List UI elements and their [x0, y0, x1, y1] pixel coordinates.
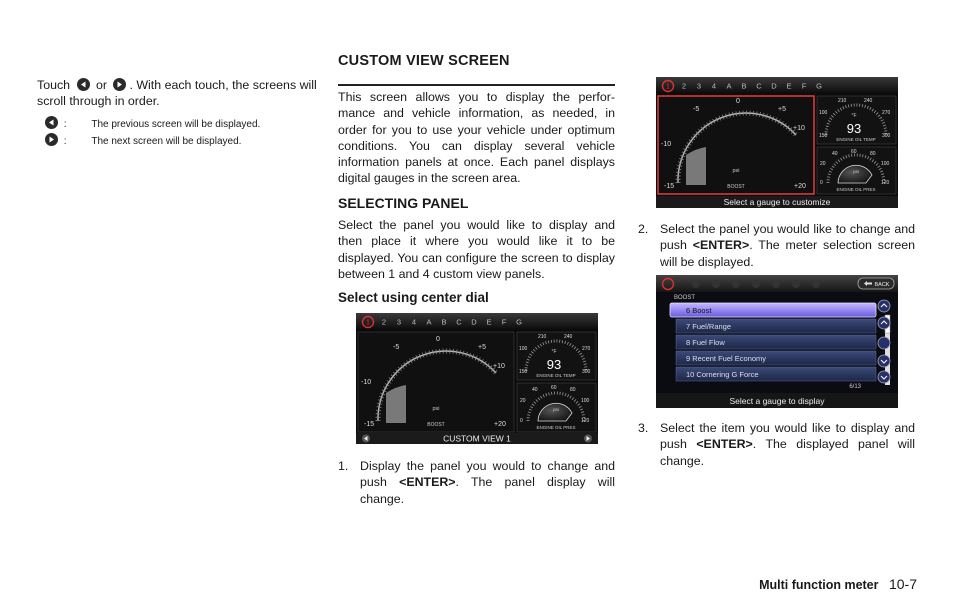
page-footer	[759, 576, 917, 594]
tab: G	[516, 317, 522, 327]
gauge-customize-screen-drawing	[656, 77, 898, 208]
enter-key: <ENTER>	[692, 238, 750, 253]
temp-tick: 270	[582, 346, 591, 352]
screen-caption: CUSTOM VIEW 1	[443, 433, 511, 444]
tab: 2	[381, 317, 387, 327]
pressure-unit: psi	[853, 169, 859, 174]
boost-tick: -5	[393, 344, 400, 351]
tab: 1	[365, 317, 371, 327]
heading-rule	[338, 84, 615, 86]
custom-view-screen-drawing	[356, 313, 598, 444]
pressure-tick: 100	[581, 398, 590, 404]
tab: 1	[665, 81, 671, 91]
temp-tick: 240	[564, 334, 573, 340]
list-item: 10 Cornering G Force	[686, 370, 759, 379]
tab: C	[456, 317, 462, 327]
enter-key: <ENTER>	[696, 437, 753, 452]
intro-paragraph: This screen allows you to display the perfor- mance and vehicle information, as needed, in order for you to use your vehicle under optimum conditions. You can display several vehicle information panels at once. Each panel displays digital gauges in the screen area.	[338, 90, 615, 186]
temp-tick: 210	[538, 334, 547, 340]
list-item: 8 Fuel Flow	[686, 338, 725, 347]
temp-label: ENGINE OIL TEMP	[836, 137, 876, 142]
temp-value: 93	[546, 357, 562, 372]
boost-tick: 0	[736, 98, 740, 105]
boost-label: BOOST	[427, 422, 445, 428]
list-item: 9 Recent Fuel Economy	[686, 354, 767, 363]
boost-tick: +10	[493, 363, 505, 370]
temp-unit: °F	[851, 113, 857, 119]
temp-tick: 240	[864, 98, 873, 104]
tab: G	[816, 81, 822, 91]
previous-legend: : The previous screen will be displayed.	[37, 116, 317, 130]
tab: D	[771, 81, 777, 91]
pressure-tick: 60	[851, 149, 857, 155]
tab: A	[426, 317, 432, 327]
tab: 4	[711, 81, 717, 91]
screen-caption: Select a gauge to customize	[723, 197, 831, 207]
next-button-icon	[113, 78, 126, 91]
page-indicator: 6/13	[849, 384, 861, 390]
boost-tick: -10	[361, 379, 372, 386]
next-button-icon	[45, 133, 58, 146]
pressure-tick: 0	[520, 418, 523, 424]
tab: C	[756, 81, 762, 91]
tab: F	[801, 81, 807, 91]
section-name: Multi function meter	[759, 578, 879, 592]
pressure-unit: psi	[553, 407, 559, 412]
boost-label: BOOST	[727, 184, 745, 190]
selecting-panel-paragraph: Select the panel you would like to display and then place it where you would like it to be displayed. You can configure the screen to display between 1 and 4 custom view panels.	[338, 218, 615, 281]
pressure-label: ENGINE OIL PRES	[536, 425, 576, 430]
temp-tick: 270	[882, 110, 891, 116]
temp-label: ENGINE OIL TEMP	[536, 373, 576, 378]
previous-button-icon	[45, 116, 58, 129]
tab: F	[501, 317, 507, 327]
section-heading: CUSTOM VIEW SCREEN	[338, 53, 510, 69]
temp-tick: 100	[819, 110, 828, 116]
boost-tick: +20	[794, 183, 806, 190]
list-item: 6 Boost	[686, 306, 712, 315]
step-1: 1. Display the panel you would to change and push <ENTER>. The panel display will change.	[338, 459, 616, 506]
gauge-customize-screen-image	[656, 77, 898, 208]
tab: 4	[411, 317, 417, 327]
list-item: 7 Fuel/Range	[686, 322, 732, 331]
tab: A	[726, 81, 732, 91]
boost-tick: -15	[664, 183, 675, 190]
next-legend: : The next screen will be displayed.	[37, 133, 317, 147]
back-button-label: BACK	[874, 282, 890, 288]
pressure-tick: 20	[520, 398, 526, 404]
temp-unit: °F	[551, 349, 557, 355]
boost-unit: psi	[432, 406, 440, 412]
tab: E	[786, 81, 792, 91]
enter-key: <ENTER>	[399, 475, 456, 490]
left-column	[37, 77, 317, 147]
boost-tick: +5	[478, 344, 486, 351]
previous-button-icon	[77, 78, 90, 91]
custom-view-screen-image	[356, 313, 598, 444]
list-header: BOOST	[674, 295, 696, 301]
tab: 2	[681, 81, 687, 91]
pressure-tick: 60	[551, 385, 557, 391]
tab: E	[486, 317, 492, 327]
tab: 3	[696, 81, 702, 91]
temp-tick: 150	[519, 369, 528, 375]
tab: B	[441, 317, 447, 327]
boost-tick: 0	[436, 336, 440, 343]
boost-tick: +10	[793, 125, 805, 132]
temp-tick: 150	[819, 133, 828, 139]
pressure-tick: 40	[832, 151, 838, 157]
boost-tick: +20	[494, 421, 506, 428]
pressure-tick: 80	[570, 387, 576, 393]
center-dial-heading: Select using center dial	[338, 290, 489, 305]
step-2: 2. Select the panel you would like to change and push <ENTER>. The meter selection screen will be displayed.	[638, 222, 915, 269]
gauge-selection-screen-image	[656, 275, 898, 408]
screen-caption: Select a gauge to display	[729, 396, 825, 406]
pressure-tick: 120	[581, 418, 590, 424]
pressure-tick: 120	[881, 180, 890, 186]
touch-instruction: Touch or . With each touch, the screens will scroll through in order.	[37, 78, 317, 109]
temp-value: 93	[846, 121, 862, 136]
temp-tick: 300	[582, 369, 591, 375]
step-3: 3. Select the item you would like to display and push <ENTER>. The displayed panel will change.	[638, 421, 915, 468]
boost-tick: +5	[778, 106, 786, 113]
boost-tick: -5	[693, 106, 700, 113]
temp-tick: 300	[882, 133, 891, 139]
tab: B	[741, 81, 747, 91]
pressure-tick: 40	[532, 387, 538, 393]
pressure-tick: 0	[820, 180, 823, 186]
pressure-tick: 80	[870, 151, 876, 157]
gauge-selection-screen-drawing	[656, 275, 898, 408]
boost-tick: -10	[661, 141, 672, 148]
pressure-tick: 20	[820, 161, 826, 167]
boost-tick: -15	[364, 421, 375, 428]
selecting-panel-heading: SELECTING PANEL	[338, 195, 469, 211]
boost-unit: psi	[732, 168, 740, 174]
pressure-tick: 100	[881, 161, 890, 167]
tab: 3	[396, 317, 402, 327]
pressure-label: ENGINE OIL PRES	[836, 187, 876, 192]
temp-tick: 210	[838, 98, 847, 104]
tab: D	[471, 317, 477, 327]
page-number: 10-7	[888, 576, 917, 592]
temp-tick: 100	[519, 346, 528, 352]
